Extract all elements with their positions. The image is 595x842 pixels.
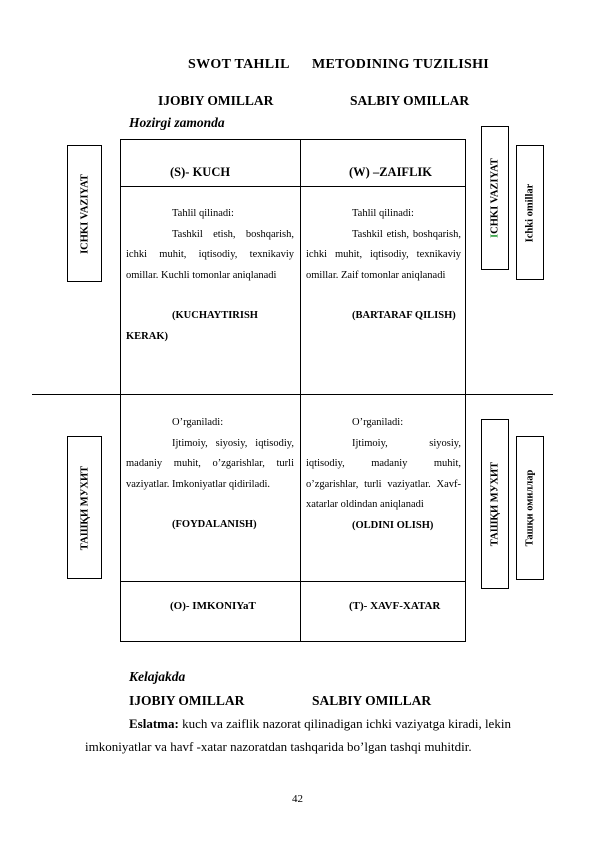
positive-factors-heading: IJOBIY OMILLAR bbox=[158, 93, 274, 108]
weakness-cell bbox=[306, 204, 461, 327]
left-external-label: ТАШҚИ МУХИТ bbox=[79, 465, 90, 550]
negative-factors-heading: SALBIY OMILLAR bbox=[350, 93, 470, 108]
opportunity-action: (FOYDALANISH) bbox=[172, 519, 257, 530]
note-label: Eslatma: bbox=[129, 716, 179, 731]
right-internal-label: ICHKI VAZIYAT bbox=[489, 158, 501, 238]
right-internal-box bbox=[481, 126, 509, 270]
bottom-positive-heading: IJOBIY OMILLAR bbox=[129, 693, 245, 708]
note-text-1: kuch va zaiflik nazorat qilinadigan ichki vaziyatga kiradi, lekin bbox=[178, 716, 511, 731]
title-method: METODINING TUZILISHI bbox=[312, 57, 490, 72]
right-external-factors-box bbox=[516, 436, 544, 580]
right-internal-factors-box bbox=[516, 145, 544, 280]
table-vertical-divider bbox=[300, 140, 301, 641]
threat-footer: (T)- XAVF-XATAR bbox=[349, 600, 441, 612]
weakness-body: Tashkil etish, boshqarish, ichki muhit, iqtisodiy, texnikaviy omillar. Zaif tomonlar aniqlanadi bbox=[306, 228, 461, 281]
opportunity-intro: O’rganiladi: bbox=[172, 417, 224, 428]
opportunity-cell bbox=[126, 413, 294, 536]
page-number: 42 bbox=[292, 793, 303, 805]
right-external-label: ТАШҚИ МУХИТ bbox=[489, 461, 501, 547]
present-label: Hozirgi zamonda bbox=[129, 115, 225, 130]
table-row-divider-3 bbox=[121, 581, 465, 582]
threat-body: Ijtimoiy, siyosiy, iqtisodiy, madaniy muhit, o’zgarishlar, turli vaziyatlar. Xavf-xatarlar oldindan aniqlanadi bbox=[306, 437, 461, 510]
left-external-box bbox=[67, 436, 102, 579]
threat-intro: O’rganiladi: bbox=[352, 417, 404, 428]
weakness-action: (BARTARAF QILISH) bbox=[352, 310, 456, 321]
left-internal-box bbox=[67, 145, 102, 282]
strength-cell bbox=[126, 204, 294, 347]
divider-right bbox=[466, 394, 553, 395]
divider-left bbox=[32, 394, 120, 395]
note-line-1 bbox=[129, 716, 559, 732]
strength-action: (KUCHAYTIRISH KERAK) bbox=[126, 310, 258, 342]
weakness-header: (W) –ZAIFLIK bbox=[349, 165, 432, 179]
threat-cell bbox=[306, 413, 461, 536]
strength-intro: Tahlil qilinadi: bbox=[172, 208, 234, 219]
title-swot: SWOT TAHLIL bbox=[188, 57, 290, 72]
opportunity-body: Ijtimoiy, siyosiy, iqtisodiy, madaniy muhit, o’zgarishlar, turli vaziyatlar. Imkoniyatlar qidiriladi. bbox=[126, 437, 294, 490]
strength-header: (S)- KUCH bbox=[170, 165, 231, 179]
bottom-negative-heading: SALBIY OMILLAR bbox=[312, 693, 432, 708]
opportunity-footer: (O)- IMKONIYaT bbox=[170, 600, 256, 612]
swot-table bbox=[120, 139, 466, 642]
right-external-box bbox=[481, 419, 509, 589]
threat-action: (OLDINI OLISH) bbox=[352, 519, 434, 531]
right-internal-factors-label: Ichki omillar bbox=[524, 183, 536, 242]
note-line-2: imkoniyatlar va havf -xatar nazoratdan tashqarida bo’lgan tashqi muhitdir. bbox=[85, 739, 472, 754]
table-row-divider-1 bbox=[121, 186, 465, 187]
future-label: Kelajakda bbox=[129, 669, 186, 684]
table-row-divider-2 bbox=[121, 394, 465, 395]
right-external-factors-label: Ташқи омиллар bbox=[524, 469, 536, 547]
weakness-intro: Tahlil qilinadi: bbox=[352, 208, 414, 219]
left-internal-label: ICHKI VAZIYAT bbox=[79, 173, 90, 254]
strength-body: Tashkil etish, boshqarish, ichki muhit, iqtisodiy, texnikaviy omillar. Kuchli tomonlar aniqlanadi bbox=[126, 228, 294, 281]
